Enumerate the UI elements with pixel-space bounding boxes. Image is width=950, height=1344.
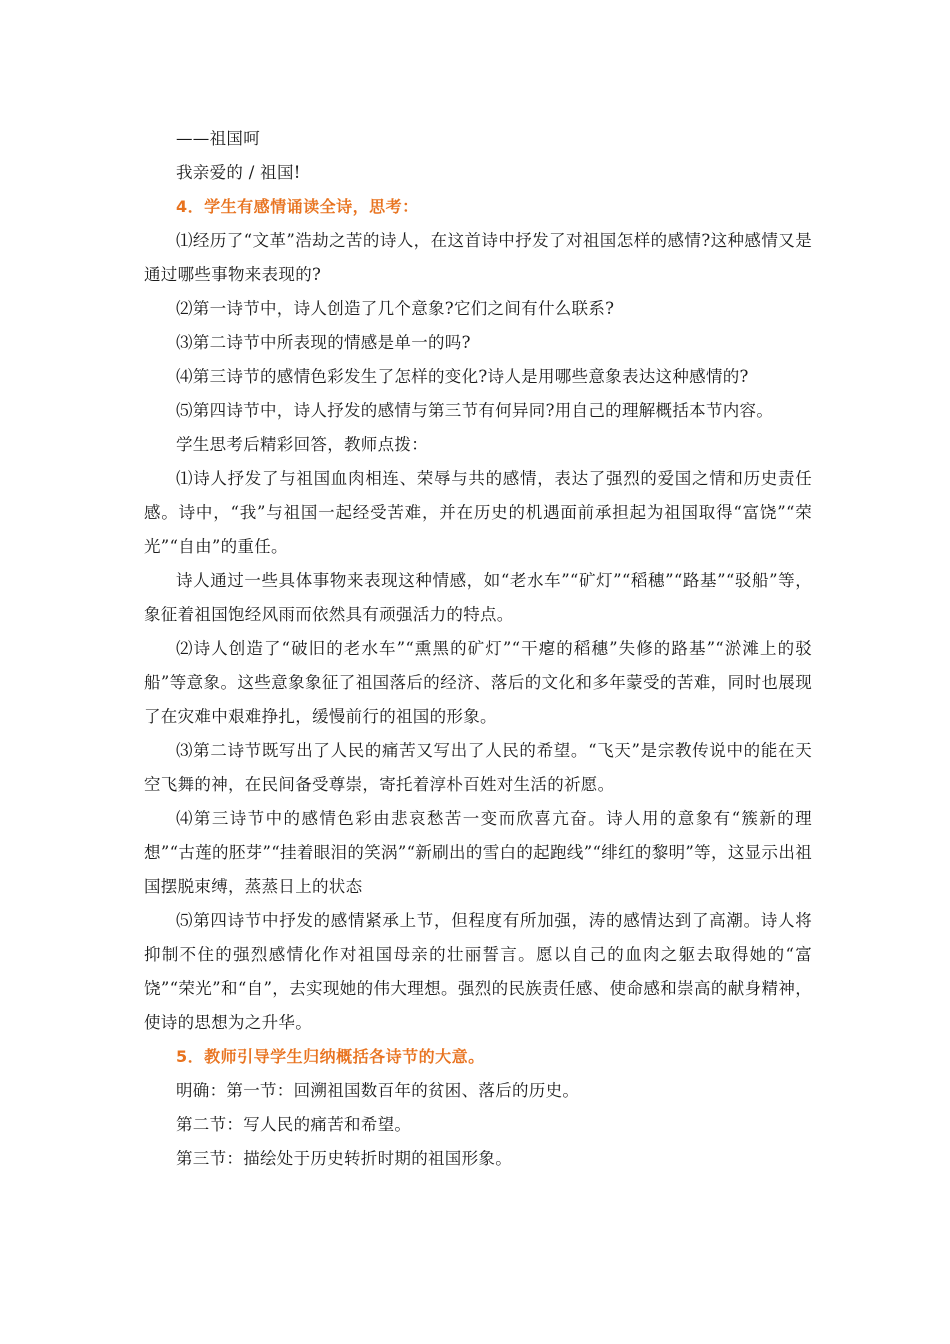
answer-5: ⑸第四诗节中抒发的感情紧承上节，但程度有所加强，涛的感情达到了高潮。诗人将抑制不住的强烈感情化作对祖国母亲的壮丽誓言。愿以自己的血肉之躯去取得她的“富饶”“荣光”和“自”，去实现她的伟大理想。强烈的民族责任感、使命感和崇高的献身精神，使诗的思想为之升华。 bbox=[144, 911, 812, 1032]
answer-2: ⑵诗人创造了“破旧的老水车”“熏黑的矿灯”“干瘪的稻穗”失修的路基”“淤滩上的驳船”等意象。这些意象象征了祖国落后的经济、落后的文化和多年蒙受的苦难，同时也展现了在灾难中艰难挣扎，缓慢前行的祖国的形象。 bbox=[144, 639, 812, 726]
poem-line: ——祖国呵 bbox=[176, 129, 260, 148]
answer-1: ⑴诗人抒发了与祖国血肉相连、荣辱与共的感情，表达了强烈的爱国之情和历史责任感。诗中，“我”与祖国一起经受苦难，并在历史的机遇面前承担起为祖国取得“富饶”“荣光”“自由”的重任。 bbox=[144, 469, 812, 556]
section-4-heading: 4．学生有感情诵读全诗，思考： bbox=[176, 197, 419, 216]
answer-3: ⑶第二诗节既写出了人民的痛苦又写出了人民的希望。“飞天”是宗教传说中的能在天空飞舞的神，在民间备受尊崇，寄托着淳朴百姓对生活的祈愿。 bbox=[144, 741, 812, 794]
summary-line-3: 第三节：描绘处于历史转折时期的祖国形象。 bbox=[176, 1149, 512, 1168]
question-1: ⑴经历了“文革”浩劫之苦的诗人，在这首诗中抒发了对祖国怎样的感情?这种感情又是通过哪些事物来表现的? bbox=[144, 231, 812, 284]
question-3: ⑶第二诗节中所表现的情感是单一的吗? bbox=[176, 333, 471, 352]
answer-1-cont: 诗人通过一些具体事物来表现这种情感，如“老水车”“矿灯”“稻穗”“路基”“驳船”等，象征着祖国饱经风雨而依然具有顽强活力的特点。 bbox=[144, 571, 812, 624]
answer-intro: 学生思考后精彩回答，教师点拨： bbox=[176, 435, 428, 454]
question-2: ⑵第一诗节中，诗人创造了几个意象?它们之间有什么联系? bbox=[176, 299, 615, 318]
summary-line-2: 第二节：写人民的痛苦和希望。 bbox=[176, 1115, 412, 1134]
section-5-heading: 5．教师引导学生归纳概括各诗节的大意。 bbox=[176, 1047, 485, 1066]
answer-4: ⑷第三诗节中的感情色彩由悲哀愁苦一变而欣喜亢奋。诗人用的意象有“簇新的理想”“古莲的胚芽”“挂着眼泪的笑涡”“新刷出的雪白的起跑线”“绯红的黎明”等，这显示出祖国摆脱束缚，蒸蒸日上的状态 bbox=[144, 809, 812, 896]
poem-line: 我亲爱的 / 祖国! bbox=[176, 163, 301, 182]
question-4: ⑷第三诗节的感情色彩发生了怎样的变化?诗人是用哪些意象表达这种感情的? bbox=[176, 367, 749, 386]
question-5: ⑸第四诗节中，诗人抒发的感情与第三节有何异同?用自己的理解概括本节内容。 bbox=[176, 401, 774, 420]
document-body bbox=[144, 122, 812, 1176]
summary-line-1: 明确：第一节：回溯祖国数百年的贫困、落后的历史。 bbox=[176, 1081, 580, 1100]
